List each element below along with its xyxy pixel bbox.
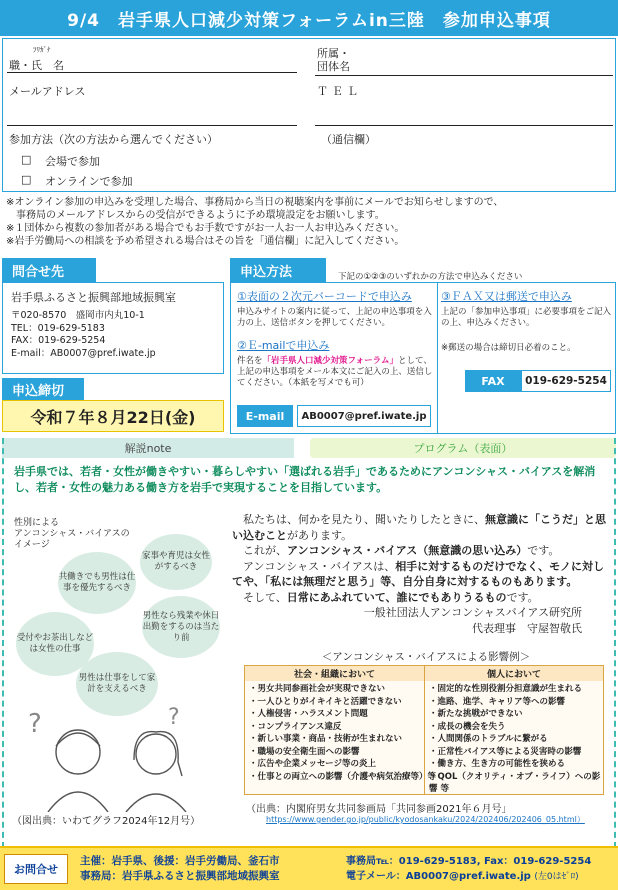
svg-text:?: ? (28, 709, 42, 739)
org-label-1: 所属・ (317, 47, 350, 60)
contact-postal: 〒020-8570 盛岡市内丸10-1 (11, 310, 145, 321)
deadline-tab (2, 378, 84, 400)
body-p2 (232, 543, 608, 559)
apply-subtitle: 下記の①②③のいずれかの方法で申込みください (338, 272, 523, 282)
caption-line: イメージ (14, 540, 50, 550)
footer (0, 846, 618, 890)
footer-label: お問合せ (4, 854, 68, 884)
impact-col1-header: 社会・組織において (245, 666, 424, 681)
method1-title: ①表面の２次元バーコードで申込み (237, 290, 412, 303)
contact-tab (2, 258, 96, 282)
impact-col2-header: 個人において (425, 666, 603, 681)
tab-note-label: 解説note (124, 442, 172, 455)
impact-item: ・職場の安全衛生面への影響 (249, 746, 360, 757)
bubble-3: 男性なら残業や休日出勤をするのは当たり前 (142, 596, 220, 658)
illustration (8, 512, 226, 827)
deadline-tab-label: 申込締切 (12, 383, 65, 399)
tel-field[interactable] (315, 125, 613, 126)
body-p1a: 私たちは、何かを見たり、聞いたりしたときに、 (243, 513, 485, 526)
impact-item: ・広告や企業メッセージ等の炎上 (249, 759, 376, 769)
note-line: 事務局のメールアドレスからの受信ができるように予め環境設定をお願いします。 (6, 210, 385, 221)
tab-program-label: プログラム（表面） (413, 442, 513, 455)
footer-office-line: 事務局：岩手県ふるさと振興部地域振興室 (80, 870, 280, 882)
body-p3b: 相手に対するものだけでなく、モノに対してや、「私には無理だと思う」等、自分自身に対するものもあります。 (232, 559, 604, 588)
method1-text: 申込みサイトの案内に従って、上記の申込事項を入力の上、送信ボタンを押してください。 (237, 307, 432, 328)
impact-col2-list (429, 683, 603, 796)
bubble-4: 受付やお茶出しなどは女性の仕事 (16, 612, 94, 676)
contact-tel: TEL：019-629-5183 (11, 322, 105, 334)
contact-box (2, 282, 224, 374)
note-line: ※オンライン参加の申込みを受理した場合、事務局から当日の視聴案内を事前にメールでお知らせしますので、 (6, 197, 504, 208)
bubble-5: 男性は仕事をして家計を支えるべき (76, 652, 158, 716)
email-tag: E-mail (237, 405, 293, 427)
email-field[interactable] (7, 125, 297, 126)
method2-post: とし (398, 356, 416, 366)
body-p1 (232, 512, 608, 543)
online-checkbox[interactable]: □ (21, 173, 32, 186)
impact-source-url[interactable]: https://www.gender.go.jp/public/kyodosankaku/2024/202406/202406_05.html） (266, 815, 585, 824)
org-label-2: 団体名 (317, 60, 350, 73)
footer-email-note: (左0はｾﾞﾛ) (534, 872, 579, 882)
impact-source: （出典：内閣府男女共同参画局「共同参画2021年６月号」 (246, 804, 512, 815)
svg-text:?: ? (168, 705, 180, 730)
method3-title: ③ＦＡＸ又は郵送で申込み (441, 290, 572, 303)
notes (6, 196, 614, 248)
fax-number: 019-629-5254 (521, 370, 611, 392)
contact-email: E-mail：AB0007@pref.iwate.jp (11, 347, 156, 359)
name-field[interactable] (7, 72, 297, 73)
people-illustration (8, 702, 226, 812)
impact-item: ・男女共同参画社会が実現できない (249, 684, 386, 694)
body-p3 (232, 559, 608, 590)
impact-col1-list (249, 683, 436, 783)
application-form (2, 38, 616, 192)
footer-contact (346, 854, 591, 885)
impact-item: ・仕事との両立への影響（介護や病気治療等）等 (249, 771, 437, 782)
note-line: ※１団体から複数の参加者がある場合でもお手数ですがお一人お一人お申込みください。 (6, 223, 405, 234)
email-address[interactable]: AB0007@pref.iwate.jp (297, 405, 431, 427)
footer-email-line (346, 869, 591, 885)
apply-tab (230, 258, 326, 282)
impact-item: ・QOL（クオリティ・オブ・ライフ）への影響 等 (429, 771, 601, 794)
comm-label: （通信欄） (321, 133, 376, 146)
method2-body: て、上記の申込事項をメール本文にご記入の上、送信してください。（本紙を写メでも可） (237, 356, 433, 388)
furigana-label: ﾌﾘｶﾞﾅ (33, 46, 51, 54)
apply-tab-label: 申込方法 (240, 264, 293, 280)
venue-option-label: 会場で参加 (45, 155, 100, 168)
body-p4 (232, 590, 608, 606)
impact-item: ・新たな挑戦ができない (429, 709, 523, 719)
body-p2c: です。 (527, 544, 560, 557)
impact-item: ・成長の機会を失う (429, 721, 506, 732)
method3-note: ※郵送の場合は締切日必着のこと。 (441, 343, 576, 353)
body-p1c: があります。 (287, 528, 353, 542)
illustration-caption (14, 518, 130, 551)
footer-host-line: 主催：岩手県、後援：岩手労働局、釜石市 (80, 855, 280, 867)
impact-item: ・働き方、生き方の可能性を狭める (429, 759, 566, 769)
body-p4a: そして、 (243, 590, 287, 604)
tel-label: ＴＥＬ (317, 85, 362, 98)
deadline-box (2, 400, 224, 432)
org-line-1: 一般社団法人アンコンシャスバイアス研究所 (363, 606, 582, 619)
deadline-date: 令和７年８月22日(金) (30, 407, 196, 427)
org-line-2: 代表理事 守屋智敬氏 (472, 621, 582, 635)
impact-item: ・人権侵害・ハラスメント問題 (249, 709, 368, 719)
method3-text: 上記の「参加申込事項」に必要事項をご記入の上、申込みください。 (441, 307, 612, 328)
form-title-banner (0, 0, 618, 36)
email-label: メールアドレス (9, 85, 86, 98)
impact-item: ・人間関係のトラブルに繋がる (429, 734, 548, 744)
method-label: 参加方法（次の方法から選んでください） (9, 133, 218, 146)
bubble-2: 家事や育児は女性がするべき (140, 534, 212, 590)
intro-text: 岩手県では、若者・女性が働きやすい・暮らしやすい「選ばれる岩手」であるためにアンコンシャス・バイアスを解消し、若者・女性の魅力ある働き方を岩手で実現することを目指しています。 (14, 465, 596, 494)
fax-tag: FAX (465, 370, 521, 392)
org-field[interactable] (315, 75, 613, 76)
footer-email[interactable]: 電子メール：AB0007@pref.iwate.jp (346, 871, 531, 882)
impact-item: ・新しい事業・商品・技術が生まれない (249, 734, 403, 744)
method2-pre: 件名を (237, 356, 263, 366)
contact-tab-label: 問合せ先 (12, 264, 65, 280)
illustration-source: （図出典：いわてグラフ2024年12月号） (12, 816, 201, 827)
venue-checkbox[interactable]: □ (21, 153, 32, 166)
caption-line: アンコンシャス・バイアスの (14, 529, 130, 539)
online-option-label: オンラインで参加 (45, 175, 133, 188)
body-p2b: アンコンシャス・バイアス（無意識の思い込み） (287, 544, 528, 557)
caption-line: 性別による (14, 518, 60, 528)
form-title: 9/4 岩手県人口減少対策フォーラムin三陸 参加申込事項 (67, 10, 551, 31)
impact-item: ・正常性バイアス等による災害時の影響 (429, 746, 582, 757)
impact-title: ＜アンコンシャス・バイアスによる影響例＞ (321, 651, 531, 663)
method2-subject: 「岩手県人口減少対策フォーラム」 (262, 356, 399, 366)
body-text (232, 512, 608, 636)
body-p1b: 無意識に「こうだ」と思い込むこと (232, 513, 606, 542)
bubble-1: 共働きでも男性は仕事を優先するべき (58, 552, 136, 614)
name-label: 職・氏 名 (9, 59, 64, 72)
method2-text (237, 356, 437, 389)
contact-fax: FAX：019-629-5254 (11, 335, 106, 346)
impact-item: ・コンプライアンス違反 (249, 721, 342, 732)
impact-item: ・進路、進学、キャリア等への影響 (429, 696, 566, 707)
contact-org: 岩手県ふるさと振興部地域振興室 (11, 291, 176, 304)
body-p3a: アンコンシャス・バイアスは、 (243, 559, 396, 573)
body-p4c: です。 (506, 590, 539, 604)
body-p2a: これが、 (243, 544, 287, 557)
method2-title: ②Ｅ-mailで申込み (237, 339, 330, 352)
impact-item: ・固定的な性別役割分担意識が生まれる (429, 684, 583, 694)
impact-item: ・一人ひとりがイキイキと活躍できない (249, 696, 402, 707)
impact-table (244, 665, 604, 795)
footer-tel-fax: 事務局℡：019-629-5183, Fax：019-629-5254 (346, 856, 592, 867)
note-line: ※岩手労働局への相談を予め希望される場合はその旨を「通信欄」に記入してください。 (6, 236, 405, 247)
apply-box (230, 282, 616, 434)
body-p4b: 日常にあふれていて、誰にでもありうるもの (286, 590, 507, 604)
footer-host (80, 854, 280, 884)
